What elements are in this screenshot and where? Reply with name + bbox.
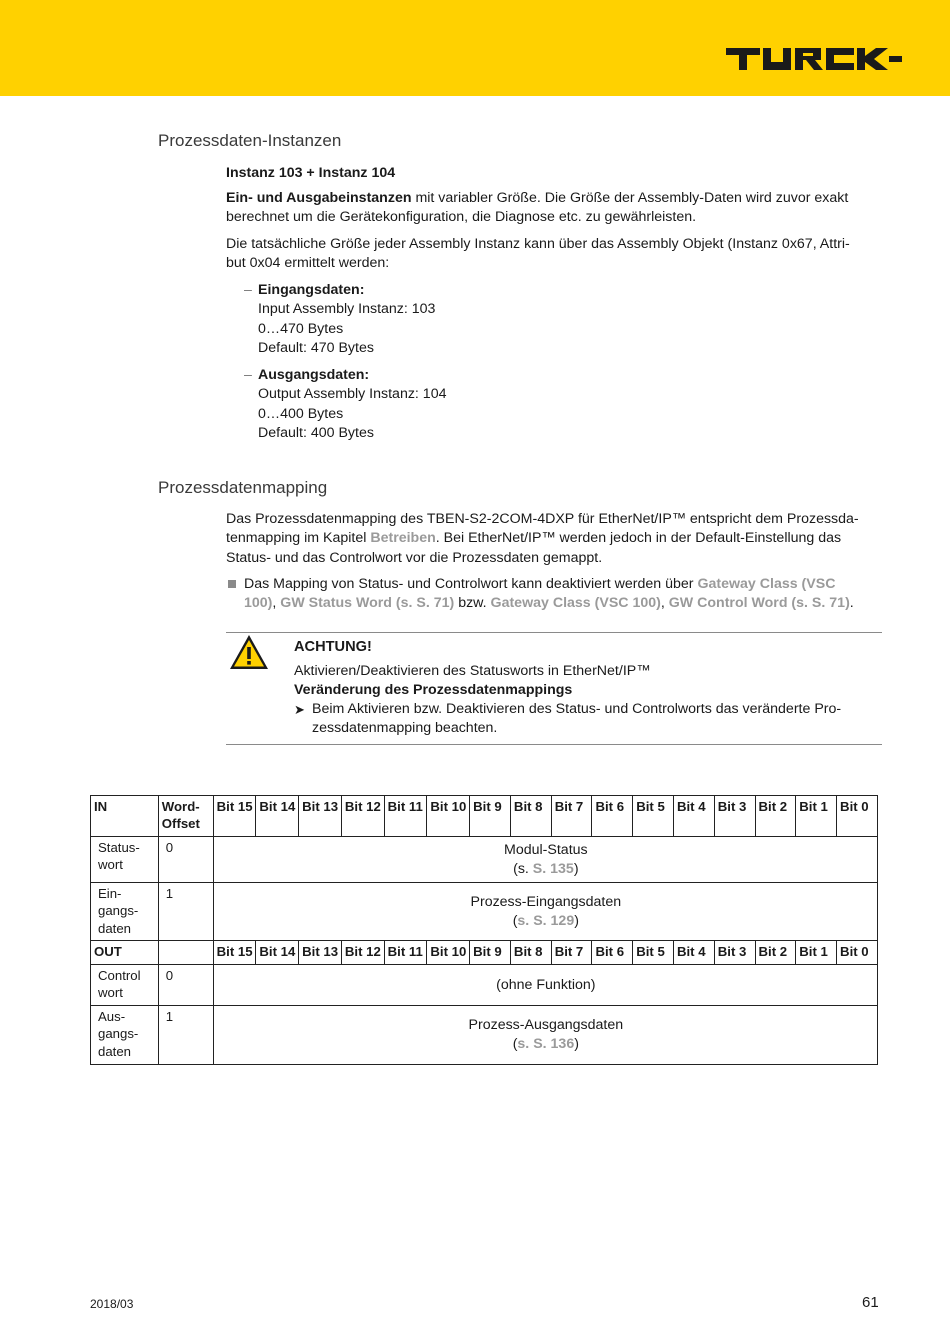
table-header-bit: Bit 3 — [714, 941, 755, 965]
paragraph-instances-1 — [226, 189, 882, 228]
row-label — [91, 883, 159, 941]
row-label-line: gangs- — [98, 1026, 139, 1042]
table-header-in: IN — [91, 796, 159, 837]
table-header-bit: Bit 14 — [256, 796, 299, 837]
table-row — [91, 837, 878, 883]
row-ref-text: ) — [574, 1036, 579, 1052]
table-header-bit: Bit 10 — [427, 796, 470, 837]
paragraph-text: Status- und das Controlwort vor die Prozessdaten gemappt. — [226, 549, 603, 566]
link-gateway-class-1[interactable]: Gateway Class (VSC — [697, 576, 836, 592]
table-header-bit: Bit 11 — [384, 796, 427, 837]
table-header-bit: Bit 14 — [256, 941, 299, 965]
warning-triangle-icon — [228, 633, 270, 671]
warning-title: ACHTUNG! — [294, 639, 372, 655]
row-ref-text: ) — [574, 912, 579, 929]
paragraph-text: but 0x04 ermittelt werden: — [226, 255, 390, 272]
row-label-line: daten — [98, 920, 132, 936]
table-header-bit: Bit 6 — [592, 796, 633, 837]
table-header-bit: Bit 15 — [213, 941, 256, 965]
table-header-bit: Bit 3 — [714, 796, 755, 837]
table-header-bit: Bit 0 — [837, 941, 878, 965]
paragraph-text: Das Prozessdatenmapping des TBEN-S2-2COM-4DXP für EtherNet/IP™ entspricht dem Prozessda- — [226, 511, 859, 527]
table-header-word-offset — [158, 796, 213, 837]
output-data-line: Output Assembly Instanz: 104 — [258, 386, 447, 403]
row-offset: 1 — [158, 1006, 213, 1065]
turck-logo — [726, 48, 902, 70]
square-bullet-icon — [228, 580, 236, 588]
table-header-empty — [158, 941, 213, 965]
table-header-bit: Bit 12 — [341, 941, 384, 965]
row-content — [213, 837, 877, 883]
table-header-bit: Bit 1 — [796, 941, 837, 965]
table-header-bit: Bit 5 — [633, 796, 674, 837]
row-label-line: Ein- — [98, 886, 122, 901]
page-ref-link[interactable]: S. 135 — [532, 860, 574, 877]
table-header-bit: Bit 11 — [384, 941, 427, 965]
bullet-separator: , — [272, 595, 281, 612]
list-item-output-data — [226, 366, 866, 446]
output-data-title: Ausgangsdaten: — [258, 367, 370, 383]
paragraph-mapping — [226, 510, 882, 568]
table-header-bit: Bit 7 — [551, 796, 592, 837]
bullet-mapping-note — [244, 575, 884, 614]
header-band — [0, 0, 950, 96]
paragraph-text: berechnet um die Gerätekonfiguration, die Diagnose etc. zu gewährleisten. — [226, 209, 697, 226]
page-ref-link[interactable]: s. S. 129 — [517, 912, 575, 929]
table-header-bit: Bit 10 — [427, 941, 470, 965]
input-data-line: 0…470 Bytes — [258, 320, 344, 337]
input-data-title: Eingangsdaten: — [258, 282, 365, 298]
table-header-bit: Bit 0 — [837, 796, 878, 837]
word-offset-line: Word- — [161, 799, 200, 814]
paragraph-text: . Bei EtherNet/IP™ werden jedoch in der Default-Einstellung das — [435, 530, 842, 547]
input-data-line: Input Assembly Instanz: 103 — [258, 301, 436, 318]
link-betreiben[interactable]: Betreiben — [370, 530, 436, 547]
row-content-text: Prozess-Ausgangsdaten — [468, 1017, 624, 1033]
row-offset: 0 — [158, 965, 213, 1006]
warning-top-rule — [226, 632, 882, 633]
row-label-line: Control — [98, 968, 141, 983]
warning-body — [294, 662, 884, 701]
row-content-text: (ohne Funktion) — [496, 976, 596, 993]
output-data-line: 0…400 Bytes — [258, 405, 344, 422]
section-heading-instances: Prozessdaten-Instanzen — [158, 131, 342, 150]
process-data-mapping-table — [90, 795, 878, 1065]
paragraph-instances-2 — [226, 235, 882, 274]
table-header-bit: Bit 8 — [510, 941, 551, 965]
page-ref-link[interactable]: s. S. 136 — [517, 1036, 575, 1052]
row-ref-text: ( — [512, 1036, 518, 1052]
link-gateway-class-2[interactable]: Gateway Class (VSC 100) — [490, 595, 661, 612]
table-header-bit: Bit 7 — [551, 941, 592, 965]
table-header-bit: Bit 15 — [213, 796, 256, 837]
row-offset: 0 — [158, 837, 213, 883]
table-header-bit: Bit 2 — [755, 941, 796, 965]
row-label-line: Status- — [98, 840, 140, 855]
table-header-bit: Bit 4 — [673, 941, 714, 965]
row-label-line: gangs- — [98, 903, 139, 919]
row-offset: 1 — [158, 883, 213, 941]
table-row — [91, 883, 878, 941]
row-content — [213, 965, 877, 1006]
bullet-end: . — [849, 595, 854, 612]
row-ref-text: ) — [573, 860, 579, 877]
table-header-bit: Bit 12 — [341, 796, 384, 837]
footer-date: 2018/03 — [90, 1297, 134, 1311]
warning-action-line: zessdatenmapping beachten. — [312, 720, 498, 737]
row-label — [91, 965, 159, 1006]
dash-bullet: – — [244, 282, 252, 298]
row-ref-text: (s. — [513, 860, 533, 877]
bullet-separator: , — [660, 595, 669, 612]
link-gateway-class-1-cont[interactable]: 100) — [244, 595, 273, 612]
row-content-text: Modul-Status — [504, 841, 588, 858]
word-offset-line: Offset — [161, 816, 200, 832]
list-item-input-data — [226, 281, 866, 361]
row-content — [213, 883, 877, 941]
table-header-bit: Bit 5 — [633, 941, 674, 965]
subheading-instances: Instanz 103 + Instanz 104 — [226, 165, 396, 181]
row-content — [213, 1006, 877, 1065]
paragraph-text: Die tatsächliche Größe jeder Assembly Instanz kann über das Assembly Objekt (Instanz 0x67, Attri- — [226, 236, 850, 252]
link-gw-status-word[interactable]: GW Status Word (s. S. 71) — [280, 595, 455, 612]
dash-bullet: – — [244, 367, 252, 383]
row-label-line: daten — [98, 1043, 132, 1059]
table-header-out: OUT — [91, 941, 159, 965]
row-ref-text: ( — [512, 912, 518, 929]
warning-action-line: Beim Aktivieren bzw. Deaktivieren des Status- und Controlworts das veränderte Pro- — [312, 701, 842, 717]
table-header-bit: Bit 1 — [796, 796, 837, 837]
warning-line-bold: Veränderung des Prozessdatenmappings — [294, 682, 573, 699]
link-gw-control-word[interactable]: GW Control Word (s. S. 71) — [668, 595, 850, 612]
arrow-right-icon: ➤ — [294, 702, 305, 717]
bullet-text: Das Mapping von Status- und Controlwort kann deaktiviert werden über — [244, 576, 698, 592]
table-header-row-out — [91, 941, 878, 965]
row-label — [91, 1006, 159, 1065]
table-header-bit: Bit 9 — [470, 796, 511, 837]
table-row — [91, 965, 878, 1006]
table-header-bit: Bit 2 — [755, 796, 796, 837]
row-label — [91, 837, 159, 883]
input-data-line: Default: 470 Bytes — [258, 339, 374, 356]
row-label-line: Aus- — [98, 1009, 126, 1024]
paragraph-bold-lead: Ein- und Ausgabeinstanzen — [226, 190, 412, 206]
row-label-line: wort — [98, 857, 123, 873]
table-header-bit: Bit 13 — [299, 796, 342, 837]
row-content-text: Prozess-Eingangsdaten — [470, 893, 622, 910]
table-header-bit: Bit 13 — [299, 941, 342, 965]
warning-bottom-rule — [226, 744, 882, 745]
row-label-line: wort — [98, 985, 123, 1001]
warning-line: Aktivieren/Deaktivieren des Statusworts in EtherNet/IP™ — [294, 663, 651, 679]
output-data-line: Default: 400 Bytes — [258, 424, 374, 441]
warning-action — [312, 700, 892, 739]
table-header-bit: Bit 9 — [470, 941, 511, 965]
page-number: 61 — [862, 1294, 879, 1311]
table-header-row-in — [91, 796, 878, 837]
table-header-bit: Bit 6 — [592, 941, 633, 965]
table-header-bit: Bit 8 — [510, 796, 551, 837]
paragraph-text: tenmapping im Kapitel — [226, 530, 371, 547]
table-header-bit: Bit 4 — [673, 796, 714, 837]
paragraph-text: mit variabler Größe. Die Größe der Assembly-Daten wird zuvor exakt — [411, 190, 849, 206]
table-row — [91, 1006, 878, 1065]
bullet-separator: bzw. — [454, 595, 491, 612]
section-heading-mapping: Prozessdatenmapping — [158, 478, 328, 497]
